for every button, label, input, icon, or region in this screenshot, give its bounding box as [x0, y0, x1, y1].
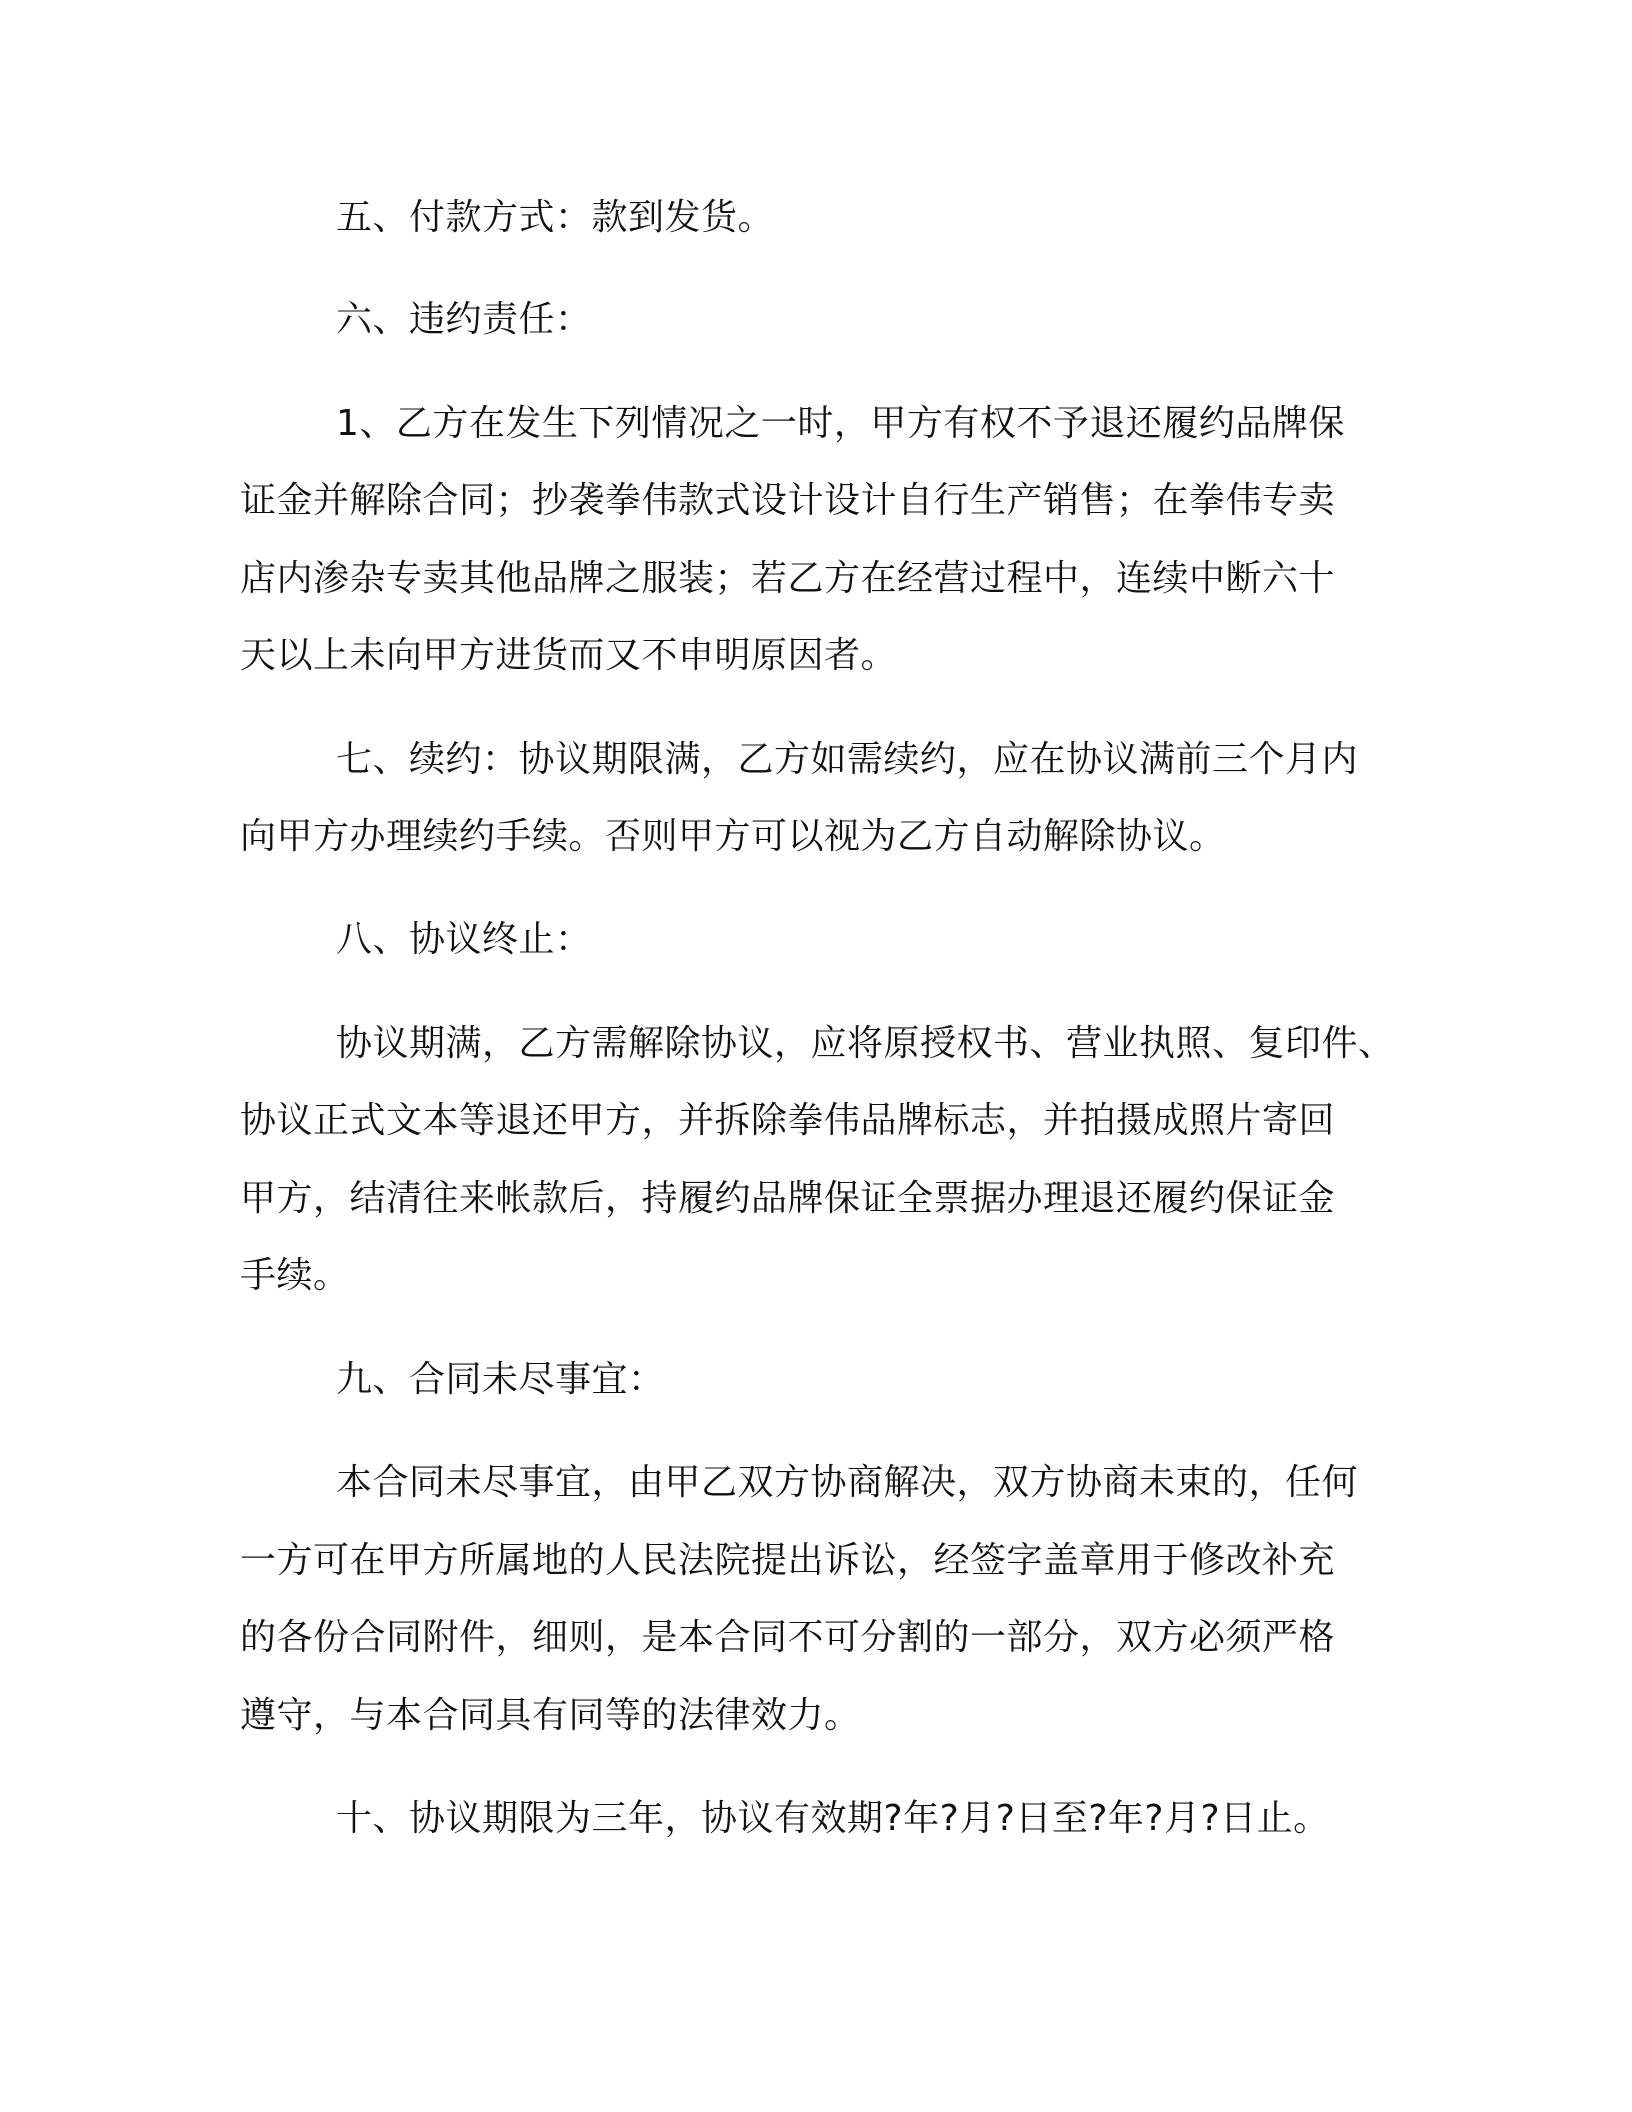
- section-8-para-line-1: 协议期满，乙方需解除协议，应将原授权书、营业执照、复印件、: [336, 1023, 1395, 1064]
- section-9-heading: 九、合同未尽事宜：: [336, 1359, 665, 1400]
- section-8-para-line-3: 甲方，结清往来帐款后，持履约品牌保证全票据办理退还履约保证金: [240, 1178, 1336, 1219]
- section-6-clause-1-line-2: 证金并解除合同；抄袭拳伟款式设计设计自行生产销售；在拳伟专卖: [240, 480, 1336, 521]
- section-6-heading: 六、违约责任：: [336, 299, 592, 340]
- section-6-clause-1-line-1: 1、乙方在发生下列情况之一时，甲方有权不予退还履约品牌保: [336, 403, 1345, 444]
- section-6-clause-1-line-3: 店内渗杂专卖其他品牌之服装；若乙方在经营过程中，连续中断六十: [240, 558, 1336, 599]
- section-9-para-line-4: 遵守，与本合同具有同等的法律效力。: [240, 1695, 861, 1736]
- section-9-para-line-2: 一方可在甲方所属地的人民法院提出诉讼，经签字盖章用于修改补充: [240, 1540, 1336, 1581]
- section-9-para-line-3: 的各份合同附件，细则，是本合同不可分割的一部分，双方必须严格: [240, 1617, 1336, 1658]
- section-5-payment: 五、付款方式：款到发货。: [336, 197, 775, 238]
- section-8-para-line-4: 手续。: [240, 1255, 350, 1296]
- section-10-term: 十、协议期限为三年，协议有效期?年?月?日至?年?月?日止。: [336, 1798, 1330, 1839]
- section-7-line-2: 向甲方办理续约手续。否则甲方可以视为乙方自动解除协议。: [240, 816, 1226, 857]
- section-9-para-line-1: 本合同未尽事宜，由甲乙双方协商解决，双方协商未束的，任何: [336, 1462, 1359, 1503]
- section-8-para-line-2: 协议正式文本等退还甲方，并拆除拳伟品牌标志，并拍摄成照片寄回: [240, 1100, 1336, 1141]
- section-8-heading: 八、协议终止：: [336, 919, 592, 960]
- section-6-clause-1-line-4: 天以上未向甲方进货而又不申明原因者。: [240, 635, 898, 676]
- section-7-line-1: 七、续约：协议期限满，乙方如需续约，应在协议满前三个月内: [336, 739, 1359, 780]
